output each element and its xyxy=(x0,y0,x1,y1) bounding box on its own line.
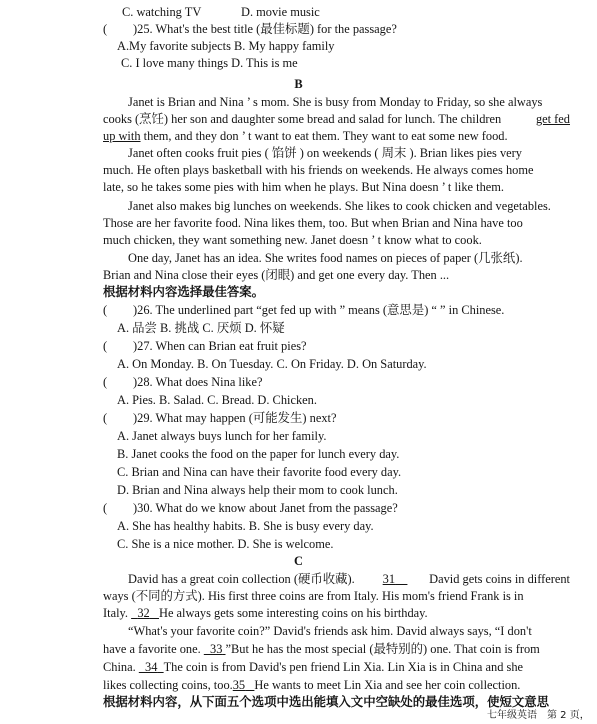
passage-b-line: Janet often cooks fruit pies ( 馅饼 ) on weekends ( 周末 ). Brian likes pies very xyxy=(128,146,522,160)
answer-paren: ( xyxy=(103,22,108,36)
answer-paren: ( xyxy=(103,339,108,353)
q29-option-d: D. Brian and Nina always help their mom to cook lunch. xyxy=(117,483,398,497)
passage-b-line: One day, Janet has an idea. She writes food names on pieces of paper (几张纸). xyxy=(128,251,523,265)
answer-paren: ( xyxy=(103,501,108,515)
passage-b-line: Janet also makes big lunches on weekends. She likes to cook chicken and vegetables. xyxy=(128,199,551,213)
passage-c-text: David has a great coin collection (硬币收藏). xyxy=(128,572,355,586)
q29-option-a: A. Janet always buys lunch for her family. xyxy=(117,429,327,443)
q29-option-c: C. Brian and Nina can have their favorite food every day. xyxy=(117,465,402,479)
section-c-instruction: 根据材料内容，从下面五个选项中选出能填入文中空缺处的最佳选项，使短文意思 xyxy=(103,695,550,709)
q30-options-cd: C. She is a nice mother. D. She is welcome. xyxy=(117,537,334,551)
blank-number: 33 xyxy=(210,642,223,656)
blank-number: 35 xyxy=(232,678,246,692)
passage-c-text: He always gets some interesting coins on his birthday. xyxy=(159,606,428,620)
question-29: )29. What may happen (可能发生) next? xyxy=(133,411,337,425)
blank-number: 34 xyxy=(145,660,158,674)
q27-options: A. On Monday. B. On Tuesday. C. On Friday. D. On Saturday. xyxy=(117,357,427,371)
cloze-blank-33 xyxy=(204,642,226,656)
passage-c-text: Italy. xyxy=(103,606,128,620)
passage-c-line xyxy=(103,641,540,657)
cloze-blank-34 xyxy=(139,660,164,674)
cloze-blank-32 xyxy=(131,606,159,620)
section-c-heading: C xyxy=(294,554,303,568)
passage-c-line: ways (不同的方式). His first three coins are from Italy. His mom's friend Frank is in xyxy=(103,589,524,603)
blank-number: 32 xyxy=(137,606,150,620)
answer-paren: ( xyxy=(103,375,108,389)
cloze-blank-35 xyxy=(233,678,255,692)
passage-c-text: ”But he has the most special (最特别的) one. That coin is from xyxy=(225,642,540,656)
q28-options: A. Pies. B. Salad. C. Bread. D. Chicken. xyxy=(117,393,317,407)
passage-b-line xyxy=(103,111,570,127)
underlined-phrase: get fed xyxy=(535,112,570,126)
blank-number: 31 xyxy=(382,572,396,586)
passage-b-line: Those are her favorite food. Nina likes them, too. But when Brian and Nina have too xyxy=(103,216,523,230)
passage-c-text: China. xyxy=(103,660,136,674)
footer-subject: 七年级英语 xyxy=(487,710,537,721)
passage-b-line: much. He often plays basketball with his friends on weekends. He always comes home xyxy=(103,163,534,177)
passage-c-text: The coin is from David's pen friend Lin Xia. Lin Xia is in China and she xyxy=(163,660,524,674)
answer-paren: ( xyxy=(103,303,108,317)
passage-b-text: cooks (烹饪) her son and daughter some bread and salad for lunch. The children xyxy=(103,112,502,126)
passage-c-text: He wants to meet Lin Xia and see her coin collection. xyxy=(254,678,521,692)
passage-c-line xyxy=(128,571,570,587)
passage-c-text: David gets coins in different xyxy=(429,572,570,586)
passage-b-text: them, and they don ’ t want to eat them. They want to eat some new food. xyxy=(143,129,508,143)
q29-option-b: B. Janet cooks the food on the paper for lunch every day. xyxy=(117,447,400,461)
underlined-phrase: up with xyxy=(103,129,141,143)
question-25: )25. What's the best title (最佳标题) for the passage? xyxy=(133,22,397,36)
q25-options-ab: A.My favorite subjects B. My happy family xyxy=(117,39,335,53)
passage-c-line xyxy=(103,605,428,621)
answer-paren: ( xyxy=(103,411,108,425)
passage-c-line xyxy=(103,659,523,675)
passage-b-line: late, so he takes some pies with him when he plays. But Nina doesn ’ t like them. xyxy=(103,180,505,194)
q30-options-ab: A. She has healthy habits. B. She is busy every day. xyxy=(117,519,374,533)
passage-b-line: Brian and Nina close their eyes (闭眼) and get one every day. Then ... xyxy=(103,268,450,282)
q24-option-d: D. movie music xyxy=(241,5,320,19)
question-28: )28. What does Nina like? xyxy=(133,375,263,389)
passage-c-line: “What's your favorite coin?” David's friends ask him. David always says, “I don't xyxy=(128,624,532,638)
question-26: )26. The underlined part “get fed up with ” means (意思是) “ ” in Chinese. xyxy=(133,303,505,317)
section-b-instruction: 根据材料内容选择最佳答案。 xyxy=(103,285,265,299)
passage-c-text: have a favorite one. xyxy=(103,642,201,656)
q24-option-c: C. watching TV xyxy=(122,5,202,19)
footer-page-number: 第 2 页， xyxy=(547,710,590,721)
q26-options: A. 品尝 B. 挑战 C. 厌烦 D. 怀疑 xyxy=(117,321,285,335)
q25-options-cd: C. I love many things D. This is me xyxy=(121,56,298,70)
passage-b-line: Janet is Brian and Nina ’ s mom. She is busy from Monday to Friday, so she always xyxy=(128,95,543,109)
passage-c-line xyxy=(103,677,520,693)
passage-c-text: likes collecting coins, too. xyxy=(103,678,233,692)
cloze-blank-31 xyxy=(376,571,407,587)
section-b-heading: B xyxy=(294,77,303,91)
passage-b-line xyxy=(103,128,508,144)
question-30: )30. What do we know about Janet from the passage? xyxy=(133,501,398,515)
question-27: )27. When can Brian eat fruit pies? xyxy=(133,339,307,353)
passage-b-line: much chicken, they want something new. Janet doesn ’ t know what to cook. xyxy=(103,233,482,247)
